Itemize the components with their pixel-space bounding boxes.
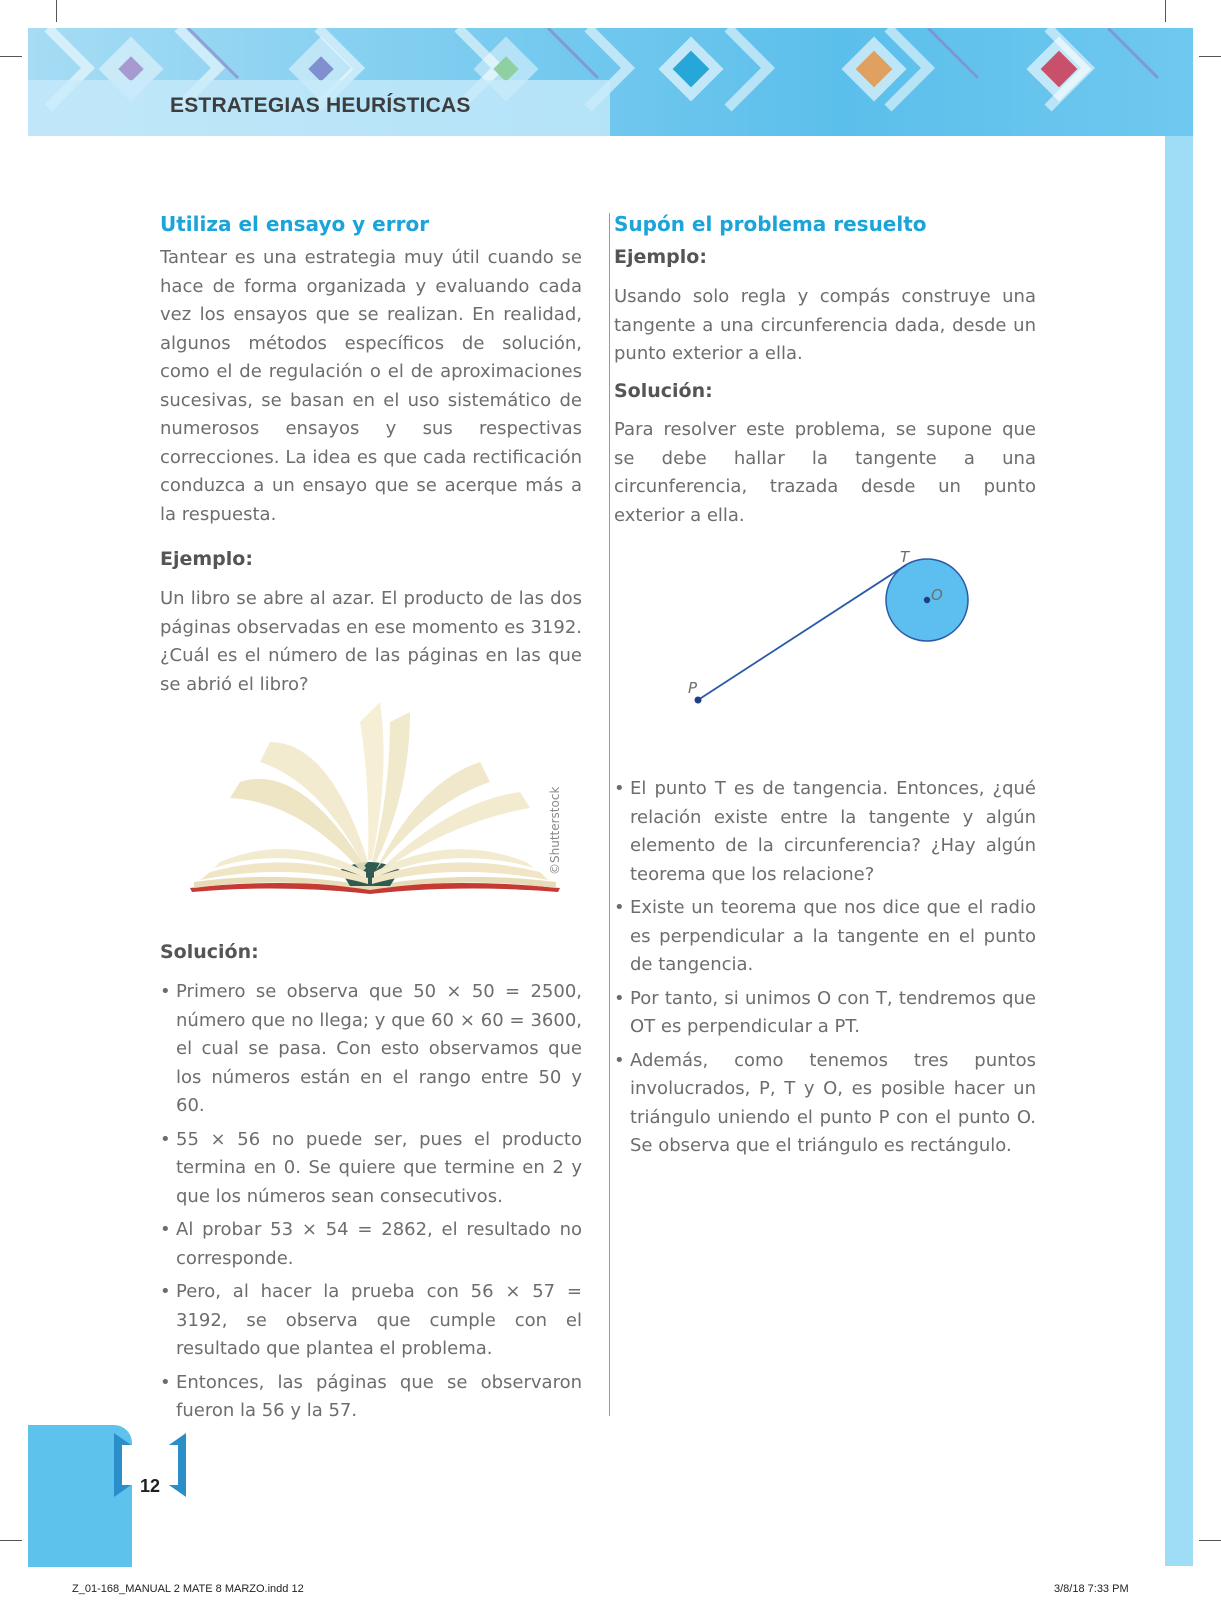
list-item: • Pero, al hacer la prueba con 56 × 57 = 3192, se observa que cumple con el resultado que plantea el problema. (160, 1278, 582, 1364)
list-item: • Al probar 53 × 54 = 2862, el resultado no corresponde. (160, 1216, 582, 1273)
left-intro-text: Tantear es una estrategia muy útil cuando se hace de forma organizada y evaluando cada vez los ensayos que se realizan. En realidad, algunos métodos específicos de solución, como el de regulación o el de aproximaciones sucesivas, se basan en el uso sistemático de numerosos ensayos y sus respectivas correcciones. La idea es que cada rectificación conduzca a un ensayo que se acerque más a la respuesta. (160, 247, 582, 525)
label-t: T (900, 548, 910, 566)
list-item: • Por tanto, si unimos O con T, tendremos que OT es perpendicular a PT. (614, 985, 1036, 1042)
list-item: • El punto T es de tangencia. Entonces, ¿qué relación existe entre la tangente y algún elemento de la circunferencia? ¿Hay algún teorema que los relacione? (614, 775, 1036, 889)
right-example-text: Usando solo regla y compás construye una tangente a una circunferencia dada, desde un punto exterior a ella. (614, 286, 1036, 364)
column-divider (609, 213, 610, 1416)
side-strip (1165, 136, 1193, 1566)
page-number: 12 (139, 1476, 161, 1496)
left-solution-label: Solución: (160, 941, 259, 963)
left-example-text: Un libro se abre al azar. El producto de las dos páginas observadas en ese momento es 3192. ¿Cuál es el número de las páginas en las que se abrió el libro? (160, 588, 582, 695)
list-item: • Además, como tenemos tres puntos involucrados, P, T y O, es posible hacer un triángulo uniendo el punto P con el punto O. Se observa que el triángulo es rectángulo. (614, 1047, 1036, 1161)
right-solution-label: Solución: (614, 380, 713, 402)
crop-mark (56, 0, 57, 22)
crop-mark (1199, 1540, 1221, 1541)
point-o (924, 597, 930, 603)
page-header-title: ESTRATEGIAS HEURÍSTICAS (170, 94, 471, 117)
right-section-heading: Supón el problema resuelto (614, 212, 927, 236)
crop-mark (1199, 56, 1221, 57)
crop-mark (1165, 0, 1166, 22)
left-section-heading: Utiliza el ensayo y error (160, 212, 430, 236)
list-item: • Existe un teorema que nos dice que el radio es perpendicular a la tangente en el punto de tangencia. (614, 894, 1036, 980)
right-reasoning-list (614, 775, 1036, 1166)
right-solution-text: Para resolver este problema, se supone que se debe hallar la tangente a una circunferencia, trazada desde un punto exterior a ella. (614, 419, 1036, 526)
right-example-label: Ejemplo: (614, 246, 707, 268)
open-book-illustration (180, 702, 570, 902)
footer-datetime: 3/8/18 7:33 PM (1054, 1583, 1129, 1595)
point-p (695, 697, 702, 704)
left-example-label: Ejemplo: (160, 548, 253, 570)
list-item: • 55 × 56 no puede ser, pues el producto termina en 0. Se quiere que termine en 2 y que los números sean consecutivos. (160, 1126, 582, 1212)
image-credit: ©Shutterstock (548, 786, 562, 875)
crop-mark (0, 1540, 22, 1541)
label-p: P (688, 679, 698, 697)
footer-file-info: Z_01-168_MANUAL 2 MATE 8 MARZO.indd 12 (72, 1583, 304, 1595)
list-item: • Entonces, las páginas que se observaron fueron la 56 y la 57. (160, 1369, 582, 1426)
crop-mark (0, 56, 22, 57)
left-solution-list (160, 978, 582, 1431)
list-item: • Primero se observa que 50 × 50 = 2500, número que no llega; y que 60 × 60 = 3600, el cual se pasa. Con esto observamos que los números están en el rango entre 50 y 60. (160, 978, 582, 1121)
label-o: O (931, 586, 943, 604)
tangent-line (698, 565, 906, 700)
tangent-diagram (660, 540, 1060, 720)
